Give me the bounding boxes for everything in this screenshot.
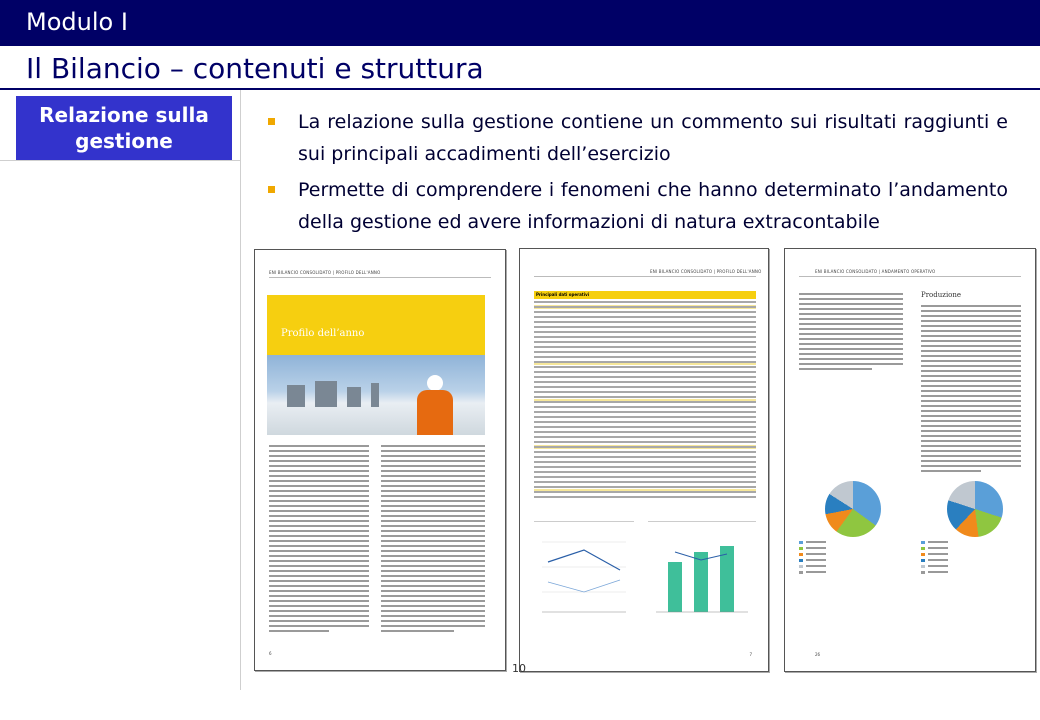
page-header: ENI BILANCIO CONSOLIDATO | PROFILO DELL'ANNO xyxy=(269,270,381,275)
mini-pie-chart xyxy=(947,481,1003,537)
pie-legend xyxy=(799,541,826,577)
page-number: 6 xyxy=(269,651,272,656)
bullet-text: Permette di comprendere i fenomeni che hanno determinato l’andamento della gestione ed avere informazioni di natura extracontabile xyxy=(298,179,1008,233)
text-column xyxy=(381,445,485,635)
yellow-banner xyxy=(267,295,485,355)
page-number: 7 xyxy=(749,652,752,657)
report-page-thumbnail xyxy=(784,248,1036,672)
slide-number: 10 xyxy=(512,662,526,675)
bullet-item xyxy=(262,106,1008,170)
section-divider xyxy=(0,160,240,161)
page-header: ENI BILANCIO CONSOLIDATO | PROFILO DELL'ANNO xyxy=(650,269,762,274)
text-column xyxy=(799,293,903,373)
column-divider xyxy=(240,90,241,690)
page-heading: Profilo dell’anno xyxy=(281,328,365,339)
mini-bar-chart xyxy=(648,521,756,632)
square-bullet-icon xyxy=(268,118,275,125)
table-title: Principali dati operativi xyxy=(534,291,756,299)
report-page-thumbnail xyxy=(519,248,769,672)
bullet-list xyxy=(262,106,1008,242)
data-table xyxy=(534,301,756,501)
top-bar xyxy=(0,0,1040,46)
text-column xyxy=(921,305,1021,475)
mini-pie-chart xyxy=(825,481,881,537)
report-page-thumbnail xyxy=(254,249,506,671)
title-rule xyxy=(0,88,1040,90)
text-column xyxy=(269,445,369,635)
photo-image xyxy=(267,355,485,435)
page-heading: Produzione xyxy=(921,291,962,299)
mini-line-chart xyxy=(534,521,634,632)
square-bullet-icon xyxy=(268,186,275,193)
module-title: Modulo I xyxy=(26,8,128,36)
bullet-text: La relazione sulla gestione contiene un commento sui risultati raggiunti e sui principali accadimenti dell’esercizio xyxy=(298,111,1008,165)
pie-legend xyxy=(921,541,948,577)
page-number: 26 xyxy=(815,652,821,657)
bullet-item xyxy=(262,174,1008,238)
page-header: ENI BILANCIO CONSOLIDATO | ANDAMENTO OPERATIVO xyxy=(815,269,936,274)
slide-title: Il Bilancio – contenuti e struttura xyxy=(26,52,484,85)
section-label: Relazione sulla gestione xyxy=(16,96,232,160)
